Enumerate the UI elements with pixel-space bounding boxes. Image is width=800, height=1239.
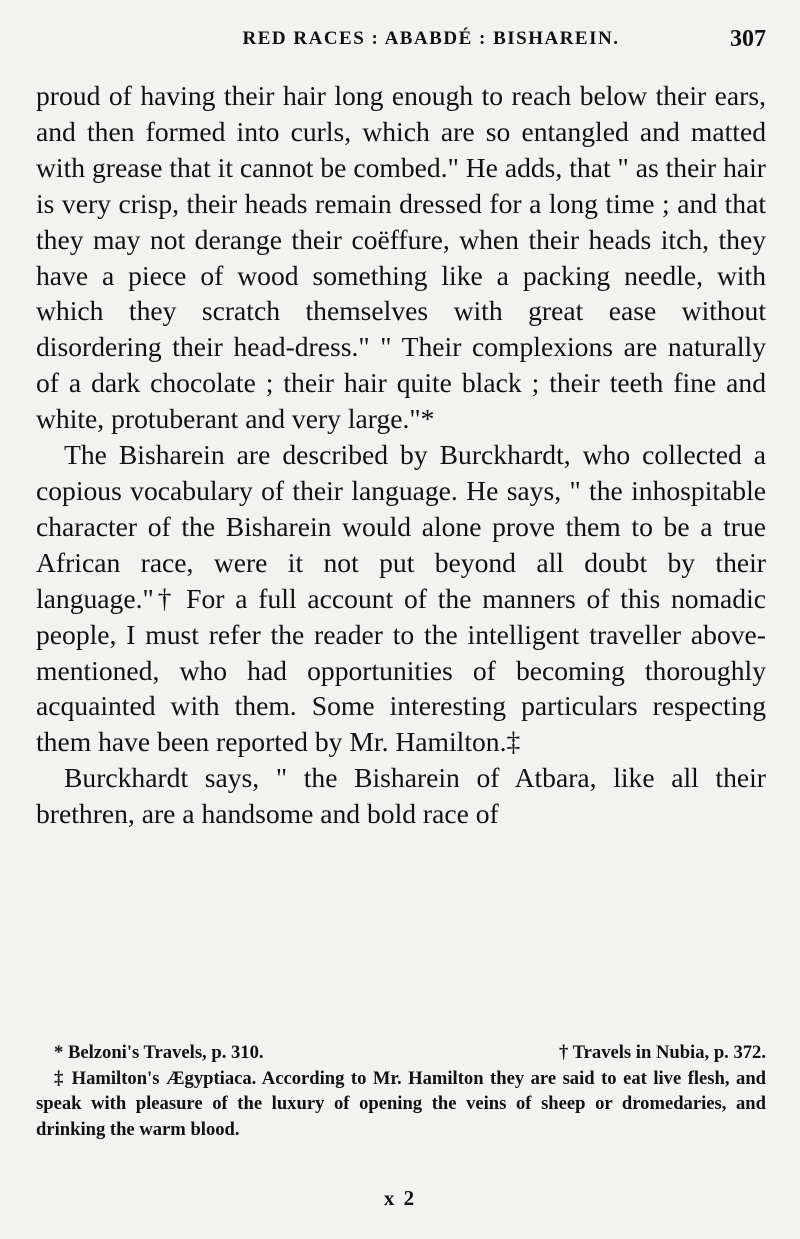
paragraph-1: proud of having their hair long enough to reach below their ears, and then formed into curls, which are so entangled and matted with grease that it cannot be combed." He adds, that " as their hair is very crisp, their heads remain dressed for a long time ; and that they may not derange their coëffure, when their heads itch, they have a piece of wood something like a packing needle, with which they scratch themselves with great ease without disordering their head-dress." " Their complexions are naturally of a dark chocolate ; their hair quite black ; their teeth fine and white, protuberant and very large."* — [36, 80, 766, 435]
footnote-3: ‡ Hamilton's Ægyptiaca. According to Mr. Hamilton they are said to eat live flesh, and speak with pleasure of the luxury of opening the veins of sheep or dromedaries, and drinking the warm blood. — [36, 1067, 766, 1140]
footnote-1: * Belzoni's Travels, p. 310. — [54, 1042, 264, 1063]
running-title: RED RACES : ABABDÉ : BISHAREIN. — [242, 28, 620, 49]
signature-mark: x 2 — [383, 1186, 417, 1210]
footnote-row — [36, 1040, 766, 1066]
footnotes — [36, 1040, 766, 1142]
main-text — [36, 78, 766, 832]
footnote-2: † Travels in Nubia, p. 372. — [559, 1042, 766, 1063]
running-header — [36, 28, 766, 70]
page-number: 307 — [730, 26, 766, 52]
paragraph-2: The Bisharein are described by Burckhardt, who collected a copious vocabulary of their language. He says, " the inhospitable character of the Bisharein would alone prove them to be a true African race, were it not put beyond all doubt by their language."† For a full account of the manners of this nomadic people, I must refer the reader to the intelligent traveller above-mentioned, who had opportunities of becoming thoroughly acquainted with them. Some interesting particulars respecting them have been reported by Mr. Hamilton.‡ — [36, 439, 766, 758]
paragraph-3: Burckhardt says, " the Bisharein of Atbara, like all their brethren, are a handsome and bold race of — [36, 762, 766, 830]
